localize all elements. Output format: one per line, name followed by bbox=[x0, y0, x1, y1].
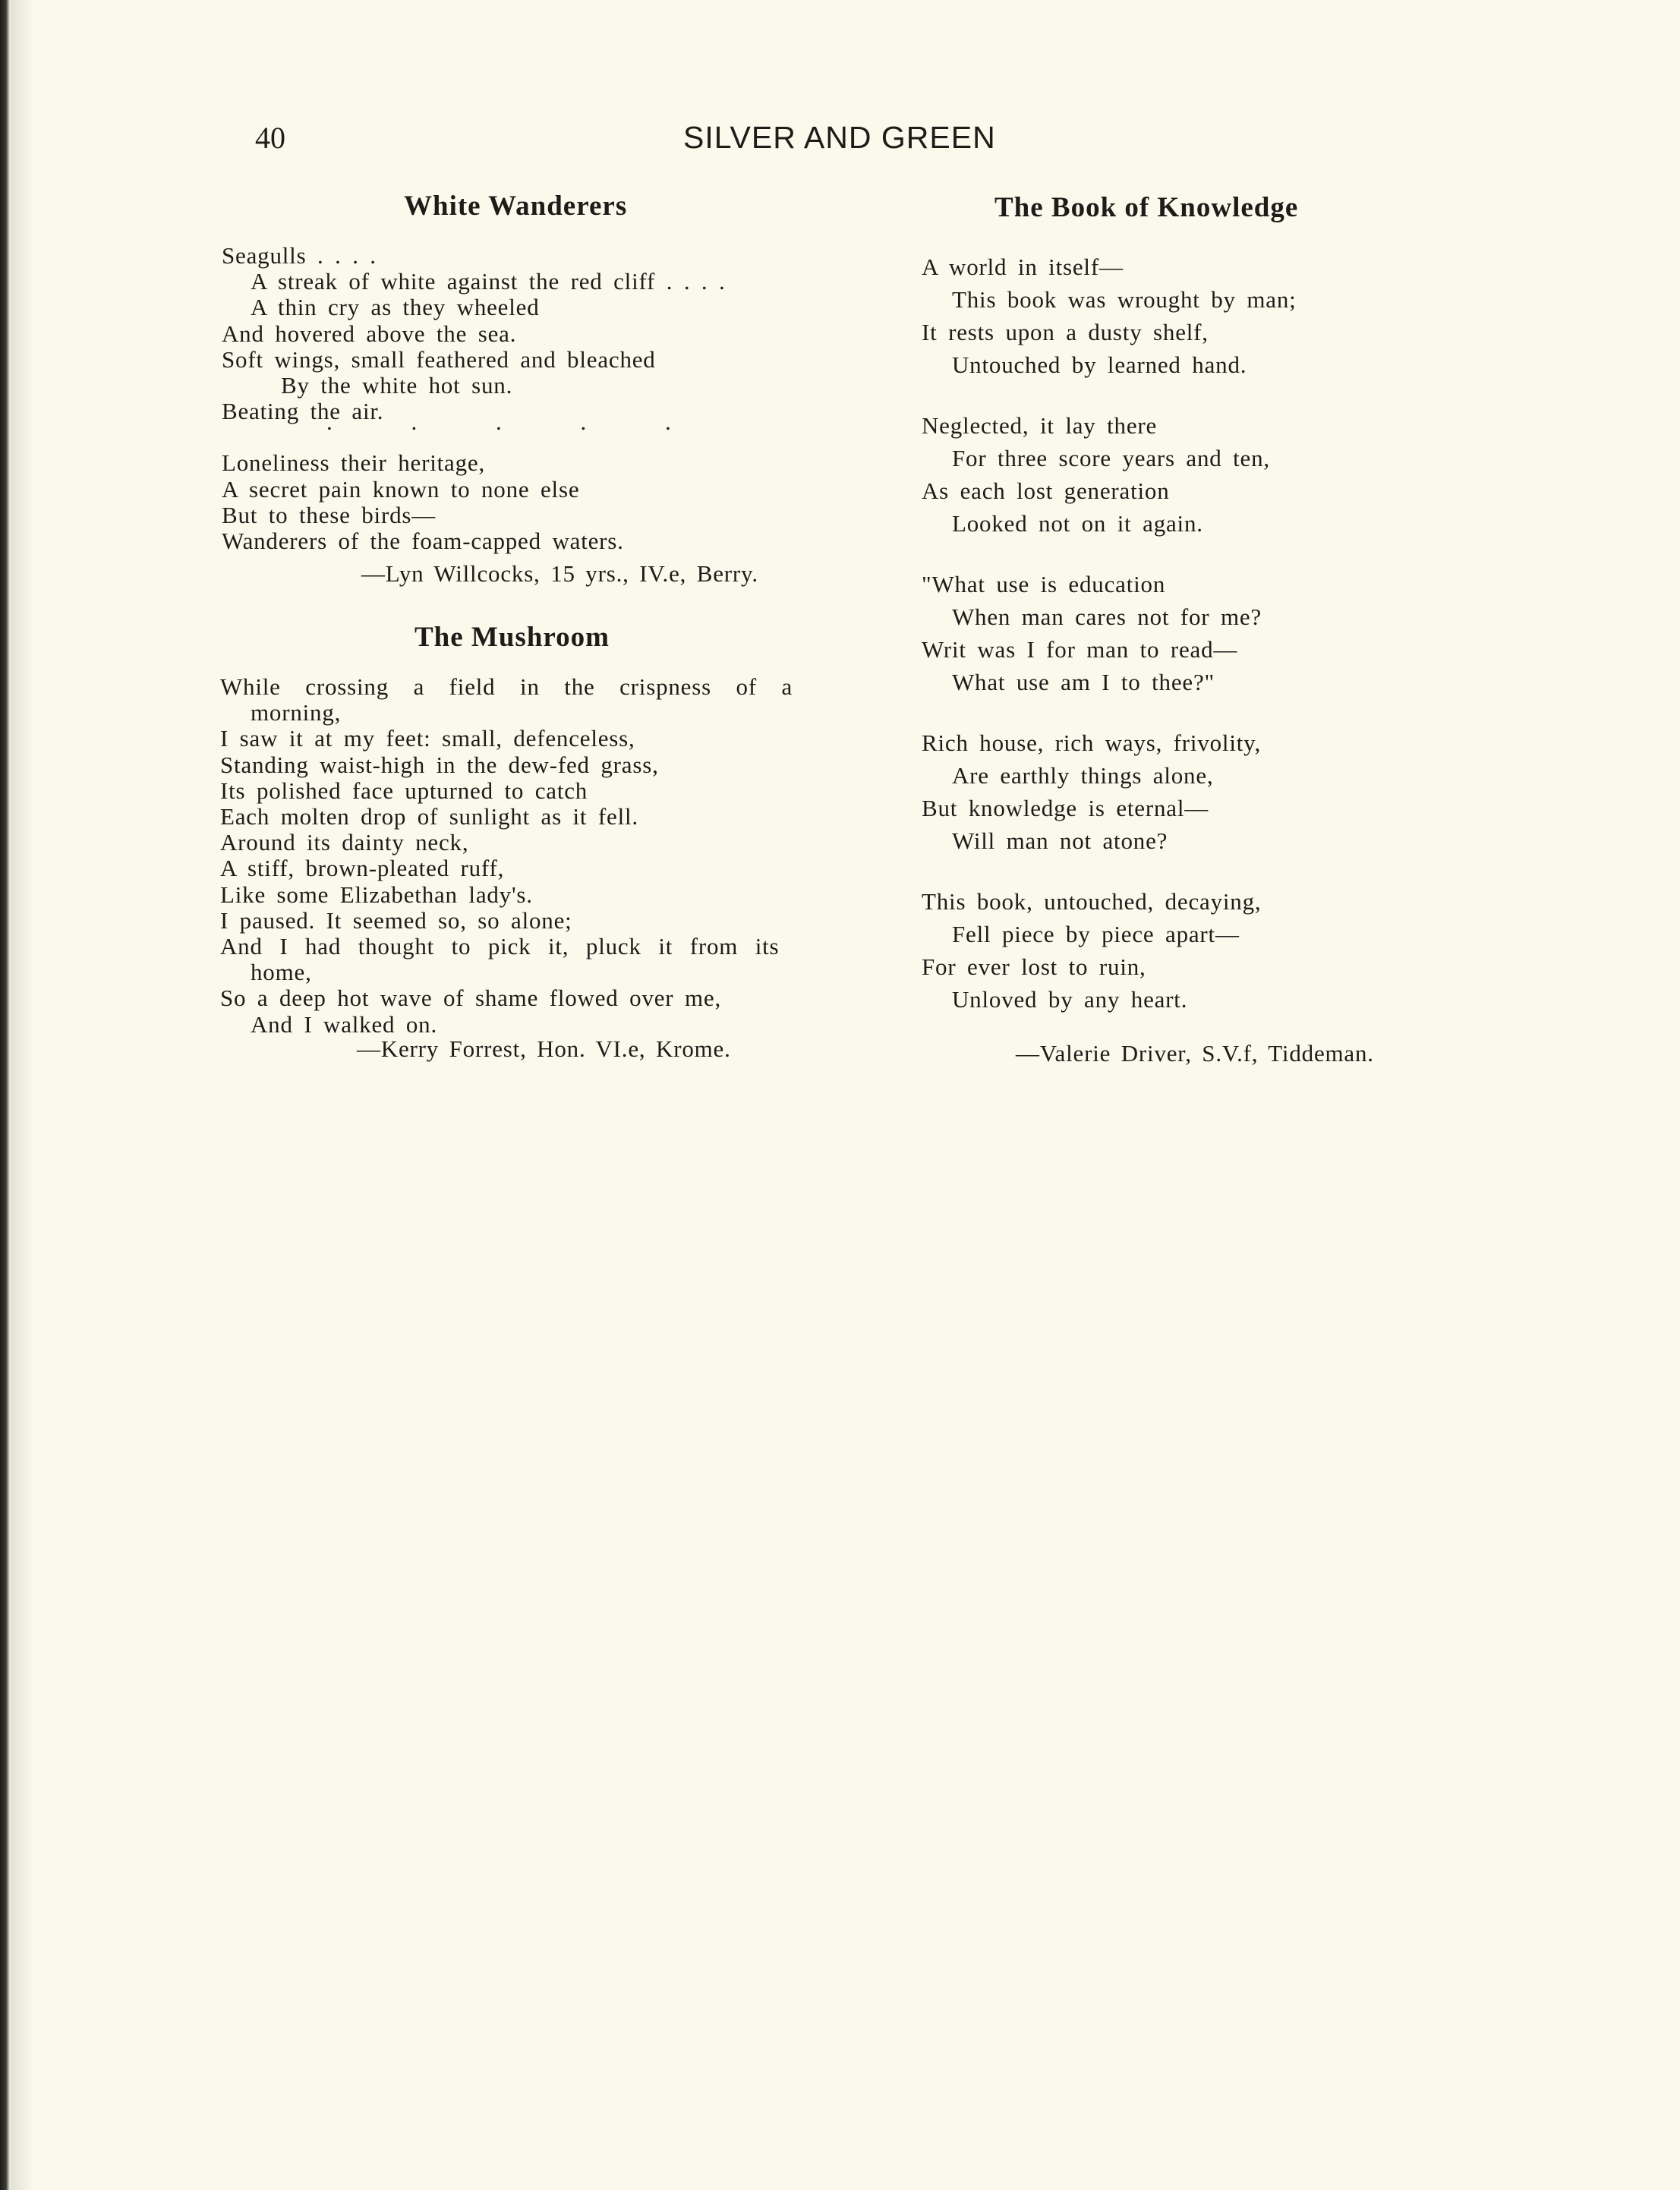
poem-line: Seagulls . . . . bbox=[222, 242, 377, 269]
stanza bbox=[922, 726, 1297, 857]
poem-line: So a deep hot wave of shame flowed over me, bbox=[220, 985, 721, 1012]
poem-line: A world in itself— bbox=[922, 254, 1124, 280]
poem-line: Like some Elizabethan lady's. bbox=[220, 881, 533, 908]
poem-stanzas bbox=[922, 251, 1297, 1044]
poem-line: And hovered above the sea. bbox=[222, 320, 517, 347]
poem-line: Beating the air. bbox=[222, 398, 384, 425]
poem-line: While crossing a field in the crispness of a bbox=[220, 673, 793, 700]
poem-title: The Book of Knowledge bbox=[994, 192, 1299, 223]
poem-white-wanderers bbox=[222, 190, 844, 600]
poem-line: A streak of white against the red cliff . . . . bbox=[251, 268, 726, 295]
poem-line: Its polished face upturned to catch bbox=[220, 777, 588, 804]
poem-line: Each molten drop of sunlight as it fell. bbox=[220, 803, 638, 830]
poem-attribution: —Kerry Forrest, Hon. VI.e, Krome. bbox=[357, 1035, 731, 1062]
poem-line: A secret pain known to none else bbox=[222, 475, 580, 503]
poem-line: Untouched by learned hand. bbox=[952, 351, 1247, 378]
poem-line: Rich house, rich ways, frivolity, bbox=[922, 729, 1262, 756]
binding-shadow bbox=[11, 0, 33, 2190]
poem-line: morning, bbox=[251, 699, 342, 726]
poem-line: But to these birds— bbox=[222, 501, 437, 528]
poem-line: And I had thought to pick it, pluck it from its bbox=[220, 933, 780, 960]
poem-line: As each lost generation bbox=[922, 477, 1170, 504]
poem-line: I paused. It seemed so, so alone; bbox=[220, 906, 572, 934]
poem-line: Fell piece by piece apart— bbox=[952, 921, 1240, 947]
poem-line: Unloved by any heart. bbox=[952, 986, 1188, 1013]
poem-line: What use am I to thee?" bbox=[952, 669, 1215, 695]
poem-line: But knowledge is eternal— bbox=[922, 795, 1209, 821]
stanza bbox=[922, 885, 1297, 1016]
poem-line: Wanderers of the foam-capped waters. bbox=[222, 528, 624, 555]
poem-line: Writ was I for man to read— bbox=[922, 636, 1238, 663]
binding-edge bbox=[0, 0, 11, 2190]
poem-line: For three score years and ten, bbox=[952, 445, 1270, 471]
poem-line: Neglected, it lay there bbox=[922, 412, 1158, 439]
running-title: SILVER AND GREEN bbox=[683, 120, 996, 155]
poem-line: Standing waist-high in the dew-fed grass, bbox=[220, 751, 659, 778]
poem-title: The Mushroom bbox=[414, 622, 610, 653]
poem-book-of-knowledge bbox=[922, 191, 1529, 1087]
stanza bbox=[922, 251, 1297, 381]
poem-line: I saw it at my feet: small, defenceless, bbox=[220, 725, 635, 752]
poem-attribution: —Valerie Driver, S.V.f, Tiddeman. bbox=[1016, 1040, 1374, 1067]
poem-mushroom bbox=[220, 621, 858, 1076]
poem-line: It rests upon a dusty shelf, bbox=[922, 319, 1209, 345]
poem-line: A thin cry as they wheeled bbox=[251, 294, 540, 321]
poem-line: When man cares not for me? bbox=[952, 603, 1262, 630]
poem-line: And I walked on. bbox=[251, 1010, 438, 1038]
poem-line: Around its dainty neck, bbox=[220, 829, 469, 856]
poem-line: This book, untouched, decaying, bbox=[922, 888, 1262, 915]
poem-line: Loneliness their heritage, bbox=[222, 449, 485, 477]
poem-line: For ever lost to ruin, bbox=[922, 953, 1146, 980]
poem-line: "What use is education bbox=[922, 571, 1166, 597]
stanza bbox=[922, 409, 1297, 540]
poem-attribution: —Lyn Willcocks, 15 yrs., IV.e, Berry. bbox=[361, 560, 758, 587]
stanza-separator: . . . . . bbox=[326, 408, 708, 435]
poem-lines bbox=[220, 674, 793, 1038]
poem-title: White Wanderers bbox=[404, 191, 628, 222]
poem-line: Soft wings, small feathered and bleached bbox=[222, 345, 656, 373]
poem-line: Will man not atone? bbox=[952, 827, 1168, 854]
poem-line: Are earthly things alone, bbox=[952, 762, 1214, 789]
poem-line: Looked not on it again. bbox=[952, 510, 1203, 537]
poem-line: A stiff, brown-pleated ruff, bbox=[220, 855, 505, 882]
stanza bbox=[922, 568, 1297, 698]
page-number: 40 bbox=[255, 121, 285, 155]
poem-lines bbox=[222, 243, 726, 554]
poem-line: This book was wrought by man; bbox=[952, 286, 1297, 313]
poem-line: home, bbox=[251, 959, 312, 986]
poem-line: By the white hot sun. bbox=[281, 372, 513, 399]
